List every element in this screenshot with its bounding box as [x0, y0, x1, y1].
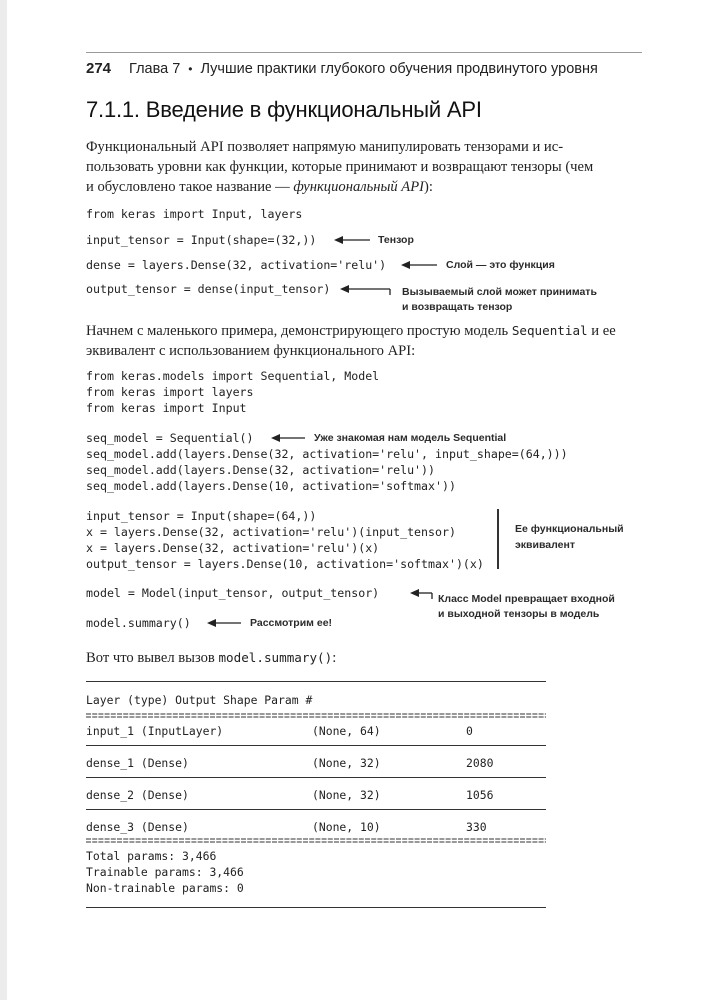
para2-line-2: эквивалент с использованием функционального API: — [86, 343, 416, 359]
code-line: input_tensor = Input(shape=(32,)) — [86, 233, 317, 247]
code-line: x = layers.Dense(32, activation='relu')(x) — [86, 541, 380, 555]
summary-row-layer: dense_2 (Dense) — [86, 788, 189, 802]
code-line: dense = layers.Dense(32, activation='relu') — [86, 258, 387, 272]
chapter-label: Глава 7 — [129, 61, 181, 77]
header-rule — [86, 52, 642, 53]
intro-line-2: пользовать уровни как функции, которые принимают и возвращают тензоры (чем — [86, 159, 594, 175]
summary-double-rule — [86, 713, 546, 718]
summary-double-rule — [86, 838, 546, 843]
intro-line-3 — [86, 177, 646, 197]
note-tensor: Тензор — [378, 234, 414, 246]
para2-line-1 — [86, 321, 646, 341]
code-line: seq_model.add(layers.Dense(32, activation='relu')) — [86, 463, 436, 477]
inline-code-summary: model.summary() — [218, 650, 333, 665]
chapter-title: Лучшие практики глубокого обучения продвинутого уровня — [200, 61, 598, 77]
summary-row-params: 2080 — [466, 756, 494, 770]
summary-total-params: Total params: 3,466 — [86, 849, 217, 863]
code-line: seq_model.add(layers.Dense(10, activation='softmax')) — [86, 479, 456, 493]
intro-emphasis: функциональный API — [293, 179, 425, 195]
page-edge-shadow — [0, 0, 7, 1000]
arrow-left-icon — [207, 617, 241, 629]
note-model-class-line-1: Класс Model превращает входной — [438, 593, 615, 605]
page-number: 274 — [86, 60, 112, 77]
summary-row-layer: dense_3 (Dense) — [86, 820, 189, 834]
summary-rule-bottom — [86, 907, 546, 908]
summary-row-rule — [86, 809, 546, 810]
summary-non-trainable-params: Non-trainable params: 0 — [86, 881, 244, 895]
note-layer-is-function: Слой — это функция — [446, 259, 555, 271]
running-header — [86, 60, 646, 77]
para2-text: Начнем с маленького примера, демонстрирующего простую модель — [86, 323, 512, 339]
summary-trainable-params: Trainable params: 3,466 — [86, 865, 244, 879]
arrow-left-icon — [271, 432, 305, 444]
summary-row-params: 330 — [466, 820, 487, 834]
code-line: from keras import Input — [86, 401, 247, 415]
code-line: seq_model = Sequential() — [86, 431, 254, 445]
arrow-left-icon — [340, 283, 392, 295]
summary-row-rule — [86, 777, 546, 778]
arrow-left-icon — [401, 259, 437, 271]
arrow-left-icon — [410, 587, 434, 599]
header-bullet: • — [188, 62, 193, 76]
summary-row-shape: (None, 64) — [312, 724, 381, 738]
code-line: x = layers.Dense(32, activation='relu')(input_tensor) — [86, 525, 456, 539]
summary-row-params: 1056 — [466, 788, 494, 802]
note-func-equiv-line-2: эквивалент — [515, 539, 575, 551]
section-title: 7.1.1. Введение в функциональный API — [86, 97, 482, 122]
summary-row-shape: (None, 32) — [312, 756, 381, 770]
code-line: input_tensor = Input(shape=(64,)) — [86, 509, 317, 523]
note-seq-familiar: Уже знакомая нам модель Sequential — [314, 432, 507, 444]
intro-line-1: Функциональный API позволяет напрямую манипулировать тензорами и ис- — [86, 139, 564, 155]
summary-rule-top — [86, 681, 546, 682]
para3-text: Вот что вывел вызов — [86, 650, 219, 666]
code-line: model = Model(input_tensor, output_tensor) — [86, 586, 380, 600]
inline-code-sequential: Sequential — [511, 323, 588, 338]
code-line: model.summary() — [86, 616, 191, 630]
code-line: from keras import Input, layers — [86, 207, 303, 221]
code-line: seq_model.add(layers.Dense(32, activation='relu', input_shape=(64,))) — [86, 447, 568, 461]
summary-intro-paragraph — [86, 648, 646, 668]
code-line: output_tensor = dense(input_tensor) — [86, 282, 331, 296]
summary-row-rule — [86, 745, 546, 746]
para2-text-end: и ее — [587, 323, 616, 339]
para3-line — [86, 648, 646, 668]
arrow-left-icon — [334, 234, 370, 246]
intro-paragraph — [86, 137, 646, 197]
note-look-at-it: Рассмотрим ее! — [250, 617, 333, 629]
summary-row-shape: (None, 32) — [312, 788, 381, 802]
note-callable-line-1: Вызываемый слой может принимать — [402, 286, 597, 298]
note-model-class-line-2: и выходной тензоры в модель — [438, 608, 600, 620]
summary-row-layer: input_1 (InputLayer) — [86, 724, 224, 738]
code-line: from keras import layers — [86, 385, 254, 399]
code-line: output_tensor = layers.Dense(10, activation='softmax')(x) — [86, 557, 484, 571]
summary-header: Layer (type) Output Shape Param # — [86, 693, 313, 707]
code-line: from keras.models import Sequential, Model — [86, 369, 380, 383]
summary-row-layer: dense_1 (Dense) — [86, 756, 189, 770]
summary-row-params: 0 — [466, 724, 473, 738]
note-callable-line-2: и возвращать тензор — [402, 301, 513, 313]
intro-line-3-end: ): — [424, 179, 433, 195]
bracket-line — [497, 509, 499, 569]
note-func-equiv-line-1: Ее функциональный — [515, 523, 624, 535]
para3-text-end: : — [332, 650, 337, 666]
summary-row-shape: (None, 10) — [312, 820, 381, 834]
sequential-paragraph — [86, 321, 646, 361]
intro-line-3-text: и обусловлено такое название — — [86, 179, 294, 195]
